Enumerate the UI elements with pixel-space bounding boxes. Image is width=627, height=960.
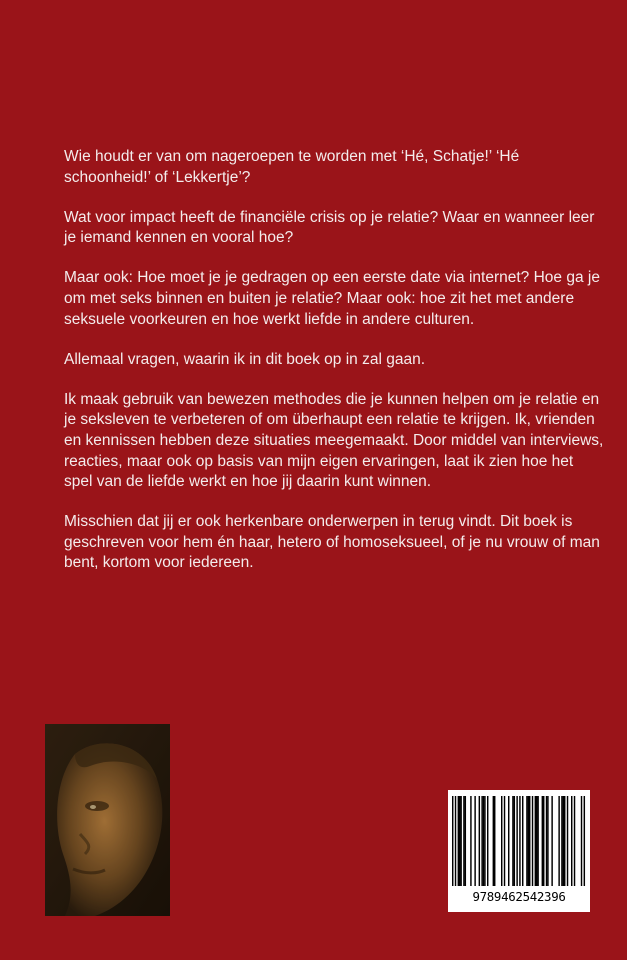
barcode-bar	[494, 796, 495, 886]
barcode-bar	[551, 796, 552, 886]
barcode-bar	[535, 796, 536, 886]
barcode-bar	[455, 796, 456, 886]
barcode-bar	[474, 796, 475, 886]
blurb-paragraph: Allemaal vragen, waarin ik in dit boek op in zal gaan.	[64, 350, 426, 368]
barcode-bar	[479, 796, 480, 886]
barcode-bar	[512, 796, 513, 886]
barcode-bar	[463, 796, 464, 886]
blurb-paragraph: Ik maak gebruik van bewezen methodes die je kunnen helpen om je relatie en je seksleven te verbeteren of om überhaupt een relatie te krijgen. Ik, vrienden en kennissen hebben deze situaties meegemaakt. Door middel van interviews, reacties, maar ook op basis van mijn eigen ervaringen, laat ik zien hoe het spel van de liefde werkt en hoe jij daarin kunt winnen.	[64, 390, 604, 491]
barcode-bar	[529, 796, 530, 886]
barcode-bar	[563, 796, 564, 886]
barcode-bar	[522, 796, 523, 886]
blurb-paragraph: Wat voor impact heeft de financiële crisis op je relatie? Waar en wanneer leer je iemand kennen en vooral hoe?	[64, 208, 595, 247]
barcode-bar	[542, 796, 543, 886]
barcode-bar	[558, 796, 559, 886]
barcode-bar	[470, 796, 471, 886]
barcode-bar	[484, 796, 485, 886]
barcode-bar	[481, 796, 482, 886]
barcode-bar	[546, 796, 547, 886]
barcode-bar	[465, 796, 466, 886]
barcode-bar	[526, 796, 527, 886]
blurb-paragraph: Maar ook: Hoe moet je je gedragen op een eerste date via internet? Hoe ga je om met seks binnen en buiten je relatie? Maar ook: hoe zit het met andere seksuele voorkeuren en hoe werkt liefde in andere culturen.	[64, 269, 600, 328]
barcode-bar	[532, 796, 533, 886]
barcode-bar	[460, 796, 461, 886]
barcode-bar	[516, 796, 517, 886]
barcode-bar	[536, 796, 537, 886]
barcode-bar	[564, 796, 565, 886]
barcode-bar	[458, 796, 459, 886]
barcode-bar	[561, 796, 562, 886]
barcode-bar	[519, 796, 520, 886]
barcode-bar	[483, 796, 484, 886]
barcode-bar	[504, 796, 505, 886]
barcode-bar	[452, 796, 453, 886]
isbn-barcode	[448, 790, 590, 912]
barcode-bar	[501, 796, 502, 886]
barcode-bar	[493, 796, 494, 886]
barcode-bar	[571, 796, 572, 886]
barcode-bar	[508, 796, 509, 886]
barcode-bar	[543, 796, 544, 886]
barcode-bar	[584, 796, 585, 886]
barcode-bar	[514, 796, 515, 886]
barcode-bar	[574, 796, 575, 886]
barcode-bar	[581, 796, 582, 886]
blurb-paragraph: Misschien dat jij er ook herkenbare onderwerpen in terug vindt. Dit boek is geschreven voor hem én haar, hetero of homoseksueel, of je nu vrouw of man bent, kortom voor iedereen.	[64, 513, 600, 572]
barcode-bar	[567, 796, 568, 886]
isbn-number: 9789462542396	[472, 889, 566, 904]
barcode-bar	[459, 796, 460, 886]
barcode-bar	[487, 796, 488, 886]
author-photo	[45, 724, 170, 916]
barcode-bar	[528, 796, 529, 886]
blurb-text	[64, 147, 604, 594]
barcode-bar	[547, 796, 548, 886]
author-photo-image	[45, 724, 170, 916]
blurb-paragraph: Wie houdt er van om nageroepen te worden met ‘Hé, Schatje!’ ‘Hé schoonheid!’ of ‘Lekkertje’?	[64, 148, 520, 186]
barcode-bar	[537, 796, 538, 886]
